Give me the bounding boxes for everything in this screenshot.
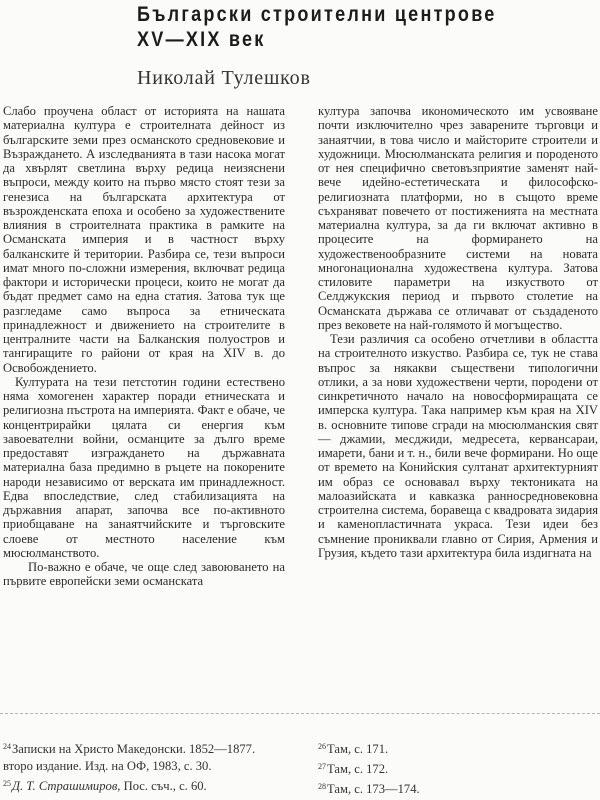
footnote-number: 26 (318, 742, 326, 751)
article-title (137, 2, 497, 52)
footnote-text: Записки на Христо Македонски. 1852—1877. (12, 742, 256, 756)
footnote-number: 24 (3, 742, 11, 751)
title-line-2: XV—XIX век (137, 28, 266, 51)
footnote-text: второ издание. Изд. на ОФ, 1983, с. 30. (3, 759, 212, 773)
title-line-1: Български строителни центрове (137, 3, 497, 26)
paragraph: По-важно е обаче, че още след завоюването на първите европейски земи османската (3, 560, 285, 589)
paragraph: култура започва икономическото им усвояване почти изключително чрез заварените търговци и занаятчии, в това число и майсторите строители и художници. Мюсюлманската религия и породеното от нея специфично световъзприятие заменят най-вече идейно-естетическата и философско-религиозната платформи, но в същото време съхраняват повечето от постиженията на местната материална култура, за да ги включат активно в процесите на формирането на художественообразните системи на новата многонационална художествена култура. Затова стиловите параметри на изкуството от Селджукския период и първото столетие на Османската държава се отличават от създаденото през вековете на най-голямото й могъщество. (318, 104, 598, 332)
footnote-27 (318, 758, 420, 778)
footnotes-right (318, 738, 420, 798)
paragraph: Слабо проучена област от историята на нашата материална култура е строителната дейност из българските земи през османското средновековие и Възраждането. А изследванията в тази насока могат да хвърлят светлина върху редица неизяснени въпроси, между които на първо място стоят тези за генезиса на българската архитектура от възрожденската епоха и особено за художествените влияния в строителната практика в рамките на Османската империя и в частност върху балканските й територии. Разбира се, тези въпроси имат много по-сложни измерения, включват редица фактори и исторически процеси, които не могат да бъдат предмет само на една статия. Затова тук ще разгледаме само въпроса за етническата принадлежност и движението на строителите в централните части на Балканския полуостров и тангиращите го райони от края на XIV в. до Освобождението. (3, 104, 285, 375)
body-column-right (318, 104, 598, 560)
footnote-text: Там, с. 171. (327, 742, 389, 756)
footnote-number: 28 (318, 782, 326, 791)
body-column-left (3, 104, 285, 589)
paragraph: Тези различия са особено отчетливи в областта на строителното изкуство. Разбира се, тук не става въпрос за някакви съществени типологични отлики, а за нови художествени черти, породени от синкретичното начало на новосформиращата се имперска култура. Така например към края на XIV в. основните типове сгради на мюсюлманския свят — джамии, месджиди, медресета, кервансараи, имарети, бани и т. н., били вече формирани. Но още от времето на Конийския султанат архитектурният им образ се основавал върху тектониката на малоазийската и кавказка ранносредновековна строителна система, боравеща с квадровата зидария и каменопластичната украса. Тези идеи без съмнение прониквали главно от Сирия, Армения и Грузия, където тази архитектура била издигната на (318, 332, 598, 560)
footnote-24 (3, 738, 255, 758)
footnote-author: Д. Т. Страшимиров (12, 779, 118, 793)
footnote-24-continued (3, 758, 255, 775)
footnote-divider (0, 713, 600, 714)
footnote-28 (318, 778, 420, 798)
footnotes-left (3, 738, 255, 795)
footnote-number: 25 (3, 779, 11, 788)
footnote-text: Там, с. 172. (327, 762, 389, 776)
footnote-25 (3, 775, 255, 795)
paragraph: Културата на тези петстотин години естествено няма хомогенен характер поради етническата и религиозна пъстрота на империята. Факт е обаче, че концентрирайки цялата си енергия към завоевателни войни, османците за дълго време предоставят изграждането на държавната материална база предимно в ръцете на покорените народи независимо от верската им принадлежност. Едва впоследствие, след стабилизацията на държавния апарат, започва все по-активното приобщаване на занаятчийските и търговските слоеве от местното население към мюсюлманството. (3, 374, 285, 560)
footnote-number: 27 (318, 762, 326, 771)
article-author: Николай Тулешков (137, 67, 311, 89)
footnote-26 (318, 738, 420, 758)
footnote-text: , Пос. съч., с. 60. (117, 779, 207, 793)
footnote-text: Там, с. 173—174. (327, 782, 420, 796)
